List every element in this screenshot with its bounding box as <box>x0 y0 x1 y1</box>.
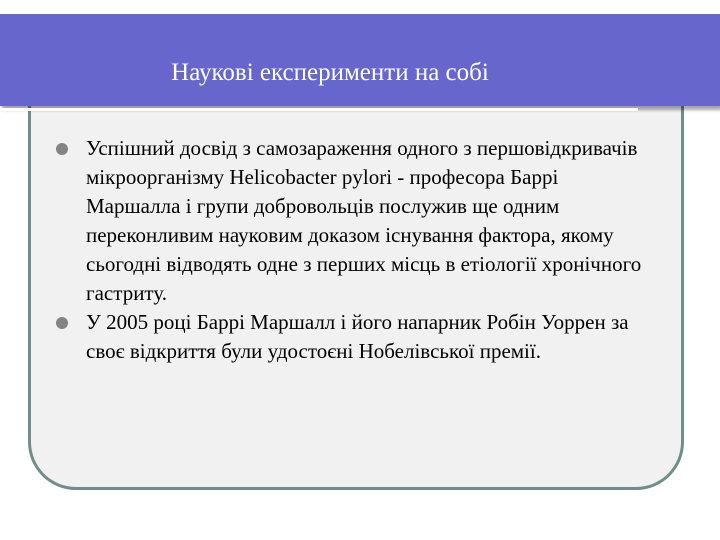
bullet-item <box>56 134 656 308</box>
bullet-list <box>56 134 656 366</box>
bullet-dot-icon <box>56 317 68 329</box>
slide-title: Наукові експерименти на собі <box>171 59 489 86</box>
title-bar <box>0 14 720 106</box>
bullet-text: Успішний досвід з самозараження одного з першовідкривачів мікроорганізму Helicobacter pylori - професора Баррі Маршалла і групи добровольців послужив ще одним переконливим науковим доказом існування фактора, якому сьогодні відводять одне з перших місць в етіології хронічного гастриту. <box>86 136 642 305</box>
bullet-item <box>56 308 656 366</box>
bullet-text: У 2005 році Баррі Маршалл і його напарник Робін Уоррен за своє відкриття були удостоєні Нобелівської премії. <box>86 310 629 363</box>
bullet-dot-icon <box>56 143 68 155</box>
title-underline <box>0 108 638 111</box>
